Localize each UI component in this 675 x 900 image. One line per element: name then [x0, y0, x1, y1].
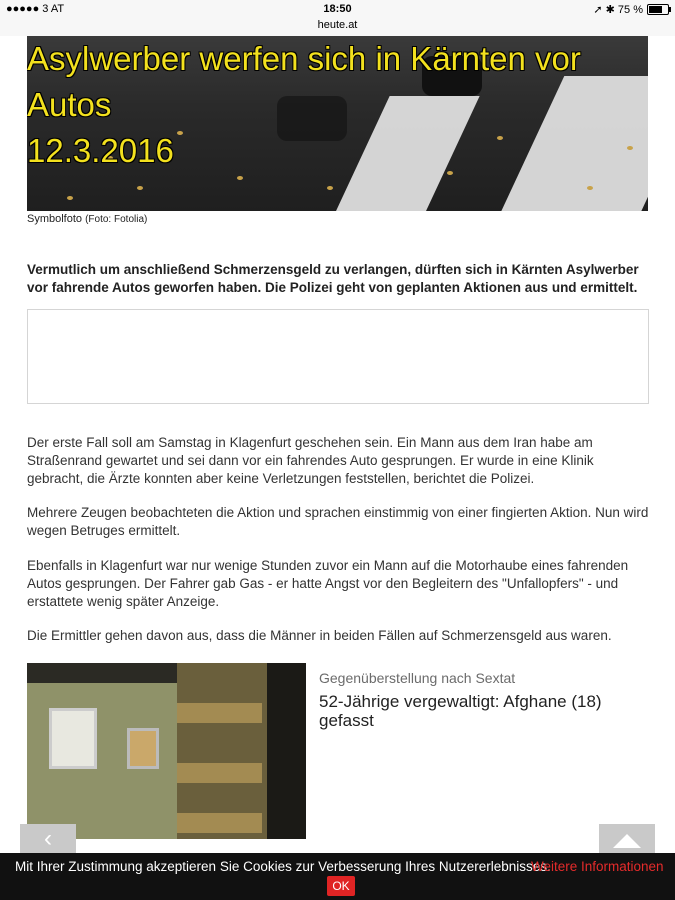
leaf	[587, 186, 593, 190]
leaf	[327, 186, 333, 190]
headline-title: Asylwerber werfen sich in Kärnten vor Autos	[27, 40, 581, 123]
teaser-image[interactable]	[27, 663, 306, 839]
balcony	[177, 763, 262, 783]
battery-icon	[647, 4, 669, 15]
night-sky	[267, 663, 306, 839]
teaser-kicker: Gegenüberstellung nach Sextat	[319, 670, 516, 686]
leaf	[137, 186, 143, 190]
address-bar-url[interactable]: heute.at	[317, 19, 358, 31]
building-window	[49, 708, 97, 769]
headline-date: 12.3.2016	[27, 132, 174, 169]
article-lead: Vermutlich um anschließend Schmerzensgeld zu verlangen, dürften sich in Kärnten Asylwerber vor fahrende Autos geworfen haben. Die Polizei geht von geplanten Aktionen aus und ermittelt.	[27, 262, 639, 295]
balcony	[177, 813, 262, 833]
back-arrow-button[interactable]: ‹	[20, 824, 76, 854]
article-headline	[27, 36, 648, 174]
building-window	[127, 728, 159, 769]
clock: 18:50	[323, 3, 352, 15]
ad-placeholder[interactable]	[27, 309, 649, 404]
scroll-to-top-button[interactable]	[599, 824, 655, 854]
caption-text: Symbolfoto	[27, 213, 83, 225]
article-paragraph: Der erste Fall soll am Samstag in Klagenfurt geschehen sein. Ein Mann aus dem Iran habe am Straßenrand gewartet und sei dann vor ein fahrendes Auto gesprungen. Er wurde in eine Klinik gebracht, die Ärzte konnten aber keine Verletzungen feststellen, berichtet die Polizei.	[27, 435, 594, 486]
status-indicators: ➚ ✱ 75 %	[593, 4, 643, 16]
status-bar	[0, 0, 675, 36]
leaf	[237, 176, 243, 180]
photo-credit: (Foto: Fotolia)	[85, 214, 148, 225]
balcony	[177, 703, 262, 723]
article-paragraph: Mehrere Zeugen beobachteten die Aktion und sprachen einstimmig von einer fingierten Aktion. Nun wird wegen Betruges ermittelt.	[27, 505, 649, 538]
cookie-notice-text: Mit Ihrer Zustimmung akzeptieren Sie Cookies zur Verbesserung Ihres Nutzererlebnisses.	[15, 859, 551, 874]
article-paragraph: Die Ermittler gehen davon aus, dass die Männer in beiden Fällen auf Schmerzensgeld aus waren.	[27, 628, 612, 643]
leaf	[67, 196, 73, 200]
teaser-headline-link[interactable]: 52-Jährige vergewaltigt: Afghane (18) gefasst	[319, 692, 602, 730]
cookie-ok-button[interactable]: OK	[327, 876, 355, 896]
more-info-link[interactable]: Weitere Informationen	[531, 859, 664, 874]
carrier-signal: ●●●●● 3 AT	[6, 3, 65, 15]
hero-image	[27, 36, 648, 211]
image-caption	[27, 213, 147, 225]
article-paragraph: Ebenfalls in Klagenfurt war nur wenige Stunden zuvor ein Mann auf die Motorhaube eines fahrenden Autos gesprungen. Der Fahrer gab Gas - er hatte Angst vor den Begleitern des "Unfallopfers" - und erstattete wenig später Anzeige.	[27, 558, 629, 609]
